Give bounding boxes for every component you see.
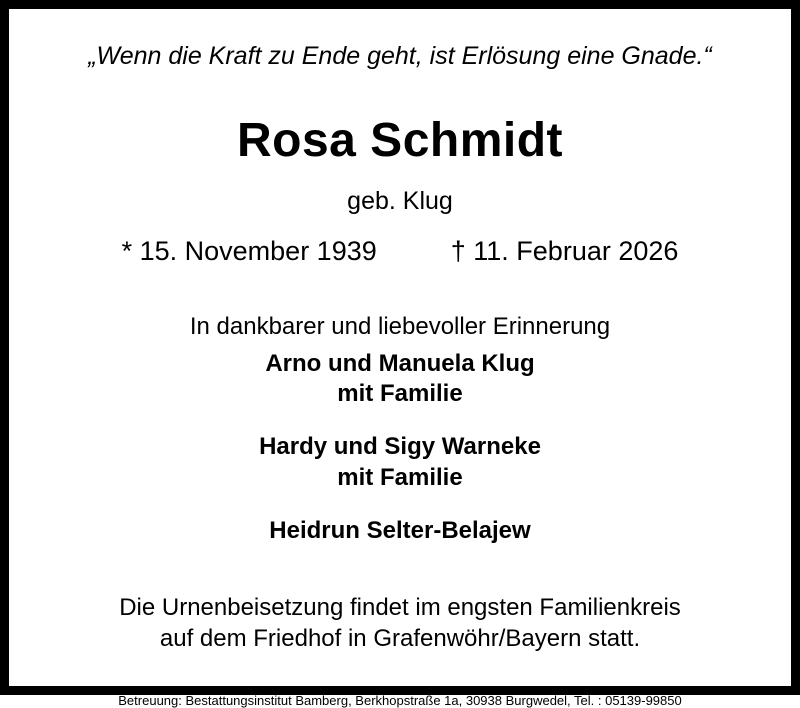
ceremony-line-2: auf dem Friedhof in Grafenwöhr/Bayern statt. xyxy=(159,625,641,653)
maiden-name: geb. Klug xyxy=(347,186,453,215)
mourner-family-line: mit Familie xyxy=(337,380,463,408)
mourner-family-line: mit Familie xyxy=(337,463,463,491)
mourner-name: Arno und Manuela Klug xyxy=(265,349,535,377)
deceased-name: Rosa Schmidt xyxy=(236,113,564,167)
obituary-content xyxy=(37,9,763,708)
birth-date: * 15. November 1939 xyxy=(121,236,377,267)
memorial-intro: In dankbarer und liebevoller Erinnerung xyxy=(189,313,611,341)
mourner-name: Hardy und Sigy Warneke xyxy=(259,433,541,461)
mourner-group xyxy=(269,516,530,547)
ceremony-details xyxy=(119,592,681,654)
death-date: † 11. Februar 2026 xyxy=(450,236,679,267)
funeral-home-credit: Betreuung: Bestattungsinstitut Bamberg, Berkhopstraße 1a, 30938 Burgwedel, Tel. : 05139-99850 xyxy=(118,692,682,708)
memorial-quote: „Wenn die Kraft zu Ende geht, ist Erlösung eine Gnade.“ xyxy=(88,42,712,70)
ceremony-line-1: Die Urnenbeisetzung findet im engsten Familienkreis xyxy=(119,594,681,622)
life-dates xyxy=(122,237,679,267)
mourner-name: Heidrun Selter-Belajew xyxy=(269,516,531,544)
mourner-group xyxy=(265,349,534,410)
mourner-group xyxy=(259,432,541,493)
